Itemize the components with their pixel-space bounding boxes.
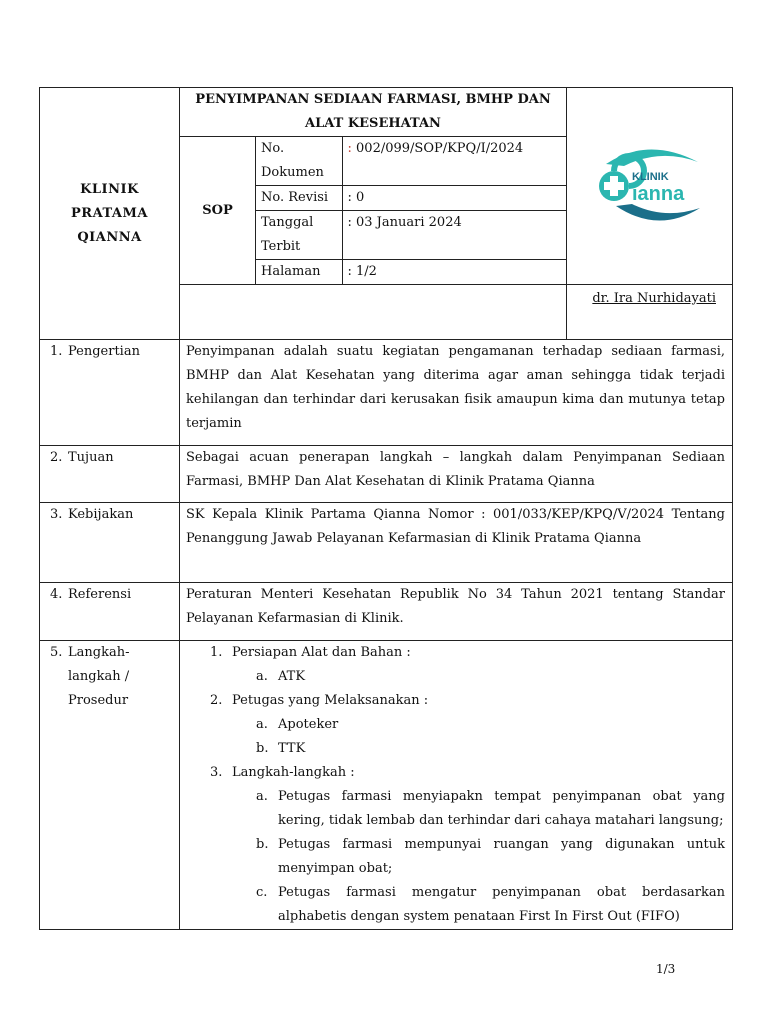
step-item: 2. Petugas yang Melaksanakan : [210, 692, 429, 708]
substep-item: b. Petugas farmasi mempunyai ruangan yang digunakan untuk menyimpan obat; [256, 836, 725, 876]
doc-no-label: No. [261, 141, 285, 156]
section-row: 1. Pengertian Penyimpanan adalah suatu kegiatan pengamanan terhadap sediaan farmasi, BMHP dan Alat Kesehatan yang diterima agar aman sehingga tidak terjadi kehilangan dan terhindar dari kerusakan fisik amaupun kima dan mutunya tetap terjamin [40, 340, 733, 445]
section-label: Kebijakan [68, 506, 134, 522]
logo-text-big: ianna [631, 183, 684, 205]
content-table [39, 340, 733, 930]
section-text: Sebagai acuan penerapan langkah – langkah dalam Penyimpanan Sediaan Farmasi, BMHP Dan Alat Kesehatan di Klinik Pratama Qianna [180, 445, 733, 502]
clinic-logo [588, 142, 712, 226]
blank-cell [180, 285, 567, 340]
section-label: Tujuan [68, 449, 114, 465]
section-row: 2. Tujuan Sebagai acuan penerapan langkah – langkah dalam Penyimpanan Sediaan Farmasi, BMHP Dan Alat Kesehatan di Klinik Pratama Qianna [40, 445, 733, 502]
procedure-label: Langkah- [68, 644, 130, 660]
step-item: 1. Persiapan Alat dan Bahan : [210, 644, 411, 660]
procedure-row: 5. Langkah- langkah / Prosedur 1. Persiapan Alat dan Bahan : a. ATK 2. Petugas yang Melaksanakan : a. Apoteker b. TTK 3. Langkah-langkah : a. Petugas farmasi menyiapakn tempat penyimpanan obat yang kering, tidak lembab dan terhindar dari cahaya matahari langsung; b. Petugas farmasi mempunyai ruangan yang digunakan untuk menyimpan obat; c. Petugas farmasi mengatur penyimpanan obat berdasarkan alphabetis dengan system penataan First In First Out (FIFO) [40, 640, 733, 929]
signatory: dr. Ira Nurhidayati [567, 285, 733, 340]
substep-item: c. Petugas farmasi mengatur penyimpanan obat berdasarkan alphabetis dengan system penataan First In First Out (FIFO) [256, 884, 725, 924]
section-row: 4. Referensi Peraturan Menteri Kesehatan Republik No 34 Tahun 2021 tentang Standar Pelayanan Kefarmasian di Klinik. [40, 582, 733, 640]
doc-no-value: : 002/099/SOP/KPQ/I/2024 [342, 137, 566, 186]
page-number: 1/3 [656, 962, 676, 976]
date-label: Tanggal [261, 215, 314, 230]
document-title: PENYIMPANAN SEDIAAN FARMASI, BMHP DAN ALAT KESEHATAN [180, 88, 567, 137]
clinic-name: KLINIK PRATAMA QIANNA [40, 88, 180, 340]
revision-value: : 0 [342, 186, 566, 211]
section-label: Referensi [68, 586, 132, 602]
substep-item: a. Apoteker [256, 716, 339, 732]
header-table [39, 87, 733, 340]
substep-item: a. Petugas farmasi menyiapakn tempat penyimpanan obat yang kering, tidak lembab dan terhindar dari cahaya matahari langsung; [256, 788, 725, 828]
section-text: Peraturan Menteri Kesehatan Republik No 34 Tahun 2021 tentang Standar Pelayanan Kefarmasian di Klinik. [180, 582, 733, 640]
doc-meta: No. Dokumen : 002/099/SOP/KPQ/I/2024 No. Revisi : 0 Tanggal Terbit : 03 Januari 2024 Halaman : 1/2 [256, 137, 567, 285]
procedure-steps [180, 640, 733, 929]
logo-text-small: KLINIK [631, 171, 669, 183]
date-value: : 03 Januari 2024 [342, 211, 566, 260]
sop-label: SOP [180, 137, 256, 285]
substep-item: b. TTK [256, 740, 306, 756]
section-label: Pengertian [68, 344, 140, 359]
clinic-logo-cell [567, 88, 733, 285]
page-value: : 1/2 [342, 260, 566, 285]
section-row: 3. Kebijakan SK Kepala Klinik Partama Qianna Nomor : 001/033/KEP/KPQ/V/2024 Tentang Penanggung Jawab Pelayanan Kefarmasian di Klinik Pratama Qianna [40, 502, 733, 582]
section-text: SK Kepala Klinik Partama Qianna Nomor : 001/033/KEP/KPQ/V/2024 Tentang Penanggung Jawab Pelayanan Kefarmasian di Klinik Pratama Qianna [180, 502, 733, 582]
page-label: Halaman [256, 260, 342, 285]
section-text: Penyimpanan adalah suatu kegiatan pengamanan terhadap sediaan farmasi, BMHP dan Alat Kesehatan yang diterima agar aman sehingga tidak terjadi kehilangan dan terhindar dari kerusakan fisik amaupun kima dan mutunya tetap terjamin [180, 340, 733, 445]
step-item: 3. Langkah-langkah : [210, 764, 355, 780]
revision-label: No. Revisi [256, 186, 342, 211]
sop-document [39, 87, 732, 930]
substep-item: a. ATK [256, 668, 306, 684]
